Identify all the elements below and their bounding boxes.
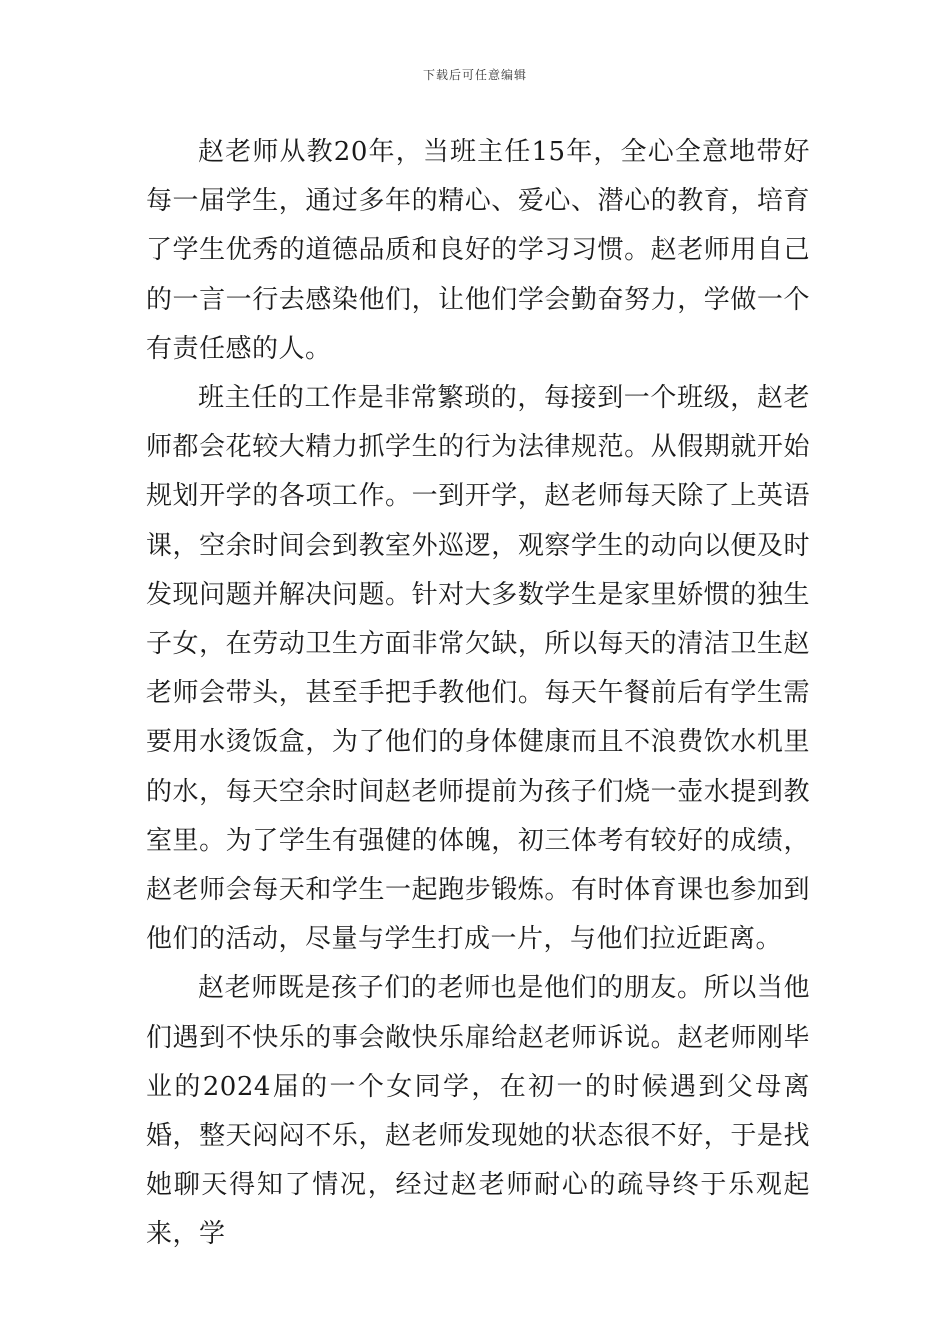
document-body [146, 128, 810, 1260]
paragraph-2: 班主任的工作是非常繁琐的，每接到一个班级，赵老师都会花较大精力抓学生的行为法律规范。从假期就开始规划开学的各项工作。一到开学，赵老师每天除了上英语课，空余时间会到教室外巡逻，观察学生的动向以便及时发现问题并解决问题。针对大多数学生是家里娇惯的独生子女，在劳动卫生方面非常欠缺，所以每天的清洁卫生赵老师会带头，甚至手把手教他们。每天午餐前后有学生需要用水烫饭盒，为了他们的身体健康而且不浪费饮水机里的水，每天空余时间赵老师提前为孩子们烧一壶水提到教室里。为了学生有强健的体魄，初三体考有较好的成绩，赵老师会每天和学生一起跑步锻炼。有时体育课也参加到他们的活动，尽量与学生打成一片，与他们拉近距离。 [146, 383, 810, 955]
header-note: 下载后可任意编辑 [422, 68, 527, 82]
paragraph-3: 赵老师既是孩子们的老师也是他们的朋友。所以当他们遇到不快乐的事会敞快乐扉给赵老师诉说。赵老师刚毕业的2024届的一个女同学，在初一的时候遇到父母离婚，整天闷闷不乐，赵老师发现她的状态很不好，于是找她聊天得知了情况，经过赵老师耐心的疏导终于乐观起来，学 [146, 973, 810, 1250]
paragraph-1: 赵老师从教20年，当班主任15年，全心全意地带好每一届学生，通过多年的精心、爱心、潜心的教育，培育了学生优秀的道德品质和良好的学习习惯。赵老师用自己的一言一行去感染他们，让他们学会勤奋努力，学做一个有责任感的人。 [146, 137, 810, 364]
